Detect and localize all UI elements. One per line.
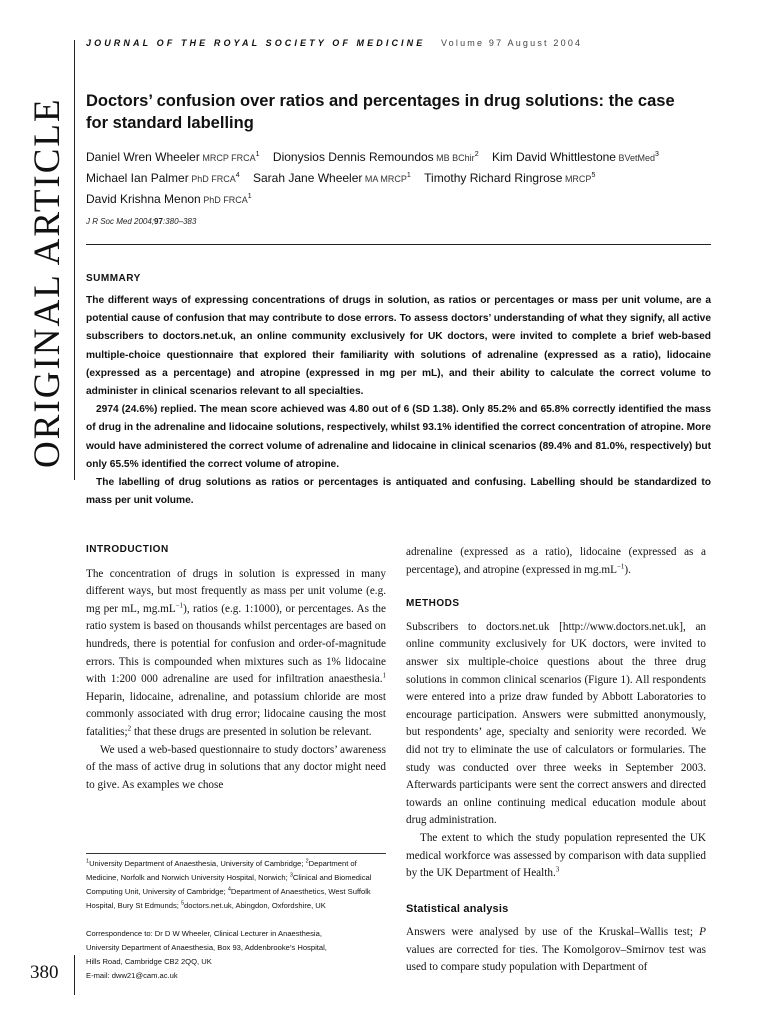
correspondence-footnote xyxy=(86,927,386,983)
affiliations-footnote: $^1$University Department of Anaesthesia, University of Cambridge; $^2$Department of Medicine, Norfolk and Norwich University Hospital, Norwich; $^3$Clinical and Biomedical Computing Unit, University of Cambridge; $^4$Department of Anaesthetics, West Suffolk Hospital, Bury St Edmunds; $^5$doctors.net.uk, Abingdon, Oxfordshire, UK xyxy=(86,858,372,910)
correspondence-line: E-mail: dww21@cam.ac.uk xyxy=(86,971,178,980)
right-column xyxy=(406,544,706,977)
summary-heading: SUMMARY xyxy=(86,273,141,284)
intro-continued: adrenaline (expressed as a ratio), lidocaine (expressed as a percentage), and atropine (expressed in $mg.mL^{-1}$). xyxy=(406,546,706,576)
author-degree: PhD FRCA xyxy=(200,195,248,205)
author: David Krishna Menon PhD FRCA$^1$ xyxy=(86,192,252,206)
author-list xyxy=(86,146,726,209)
author-degree: BVetMed xyxy=(615,153,656,163)
author: Timothy Richard Ringrose MRCP$^5$ xyxy=(424,171,596,185)
author-degree: MB BChir xyxy=(433,153,475,163)
author: Sarah Jane Wheeler MA MRCP$^1$ xyxy=(252,171,411,185)
title-divider xyxy=(86,244,711,245)
issue-info: Volume 97 August 2004 xyxy=(440,38,583,48)
running-header xyxy=(86,38,582,48)
margin-rule-top xyxy=(74,40,75,480)
correspondence-line: Correspondence to: Dr D W Wheeler, Clinical Lecturer in Anaesthesia, xyxy=(86,929,322,938)
author-name: Dionysios Dennis Remoundos xyxy=(272,150,434,164)
methods-paragraph: The extent to which the study population represented the UK medical workforce was assessed by comparison with data supplied by the UK Department of Health.$^3$ xyxy=(406,831,706,880)
author-degree: MRCP FRCA xyxy=(199,153,256,163)
journal-name: JOURNAL OF THE ROYAL SOCIETY OF MEDICINE xyxy=(86,38,426,48)
author: Dionysios Dennis Remoundos MB BChir$^2$ xyxy=(272,150,479,164)
correspondence-line: Hills Road, Cambridge CB2 2QQ, UK xyxy=(86,957,212,966)
stats-paragraph: Answers were analysed by use of the Kruskal–Wallis test; P values are corrected for ties. The Komolgorov–Smirnov test was used to compare study population with Department of xyxy=(406,926,706,974)
author: Kim David Whittlestone BVetMed$^3$ xyxy=(491,150,659,164)
intro-paragraph: The concentration of drugs in solution is expressed in many different ways, but most frequently as mass per unit volume (e.g. mg per mL, $mg.mL^{-1}$), ratios (e.g. 1:1000), or percentages. As the ratio system is based on thousands whilst percentages are based on hundreds, there is potential for confusion and order-of-magnitude errors. This is compounded when mixtures such as 1% lidocaine with 1:200 000 adrenaline are used for infiltration anaesthesia.$^1$ Heparin, lidocaine, adrenaline, and potassium chloride are most commonly associated with drug error; lidocaine causing the most fatalities;$^2$ that these drugs are presented in solution be relevant. xyxy=(86,567,386,738)
author-name: David Krishna Menon xyxy=(86,192,201,206)
summary-paragraph: 2974 (24.6%) replied. The mean score achieved was 4.80 out of 6 (SD 1.38). Only 85.2% and 65.8% correctly identified the mass of drug in the adrenaline and lidocaine solutions, respectively, whilst 93.1% identified the correct concentration of atropine. More would have administered the correct volume of adrenaline and lidocaine in clinical scenarios (89.4% and 81.0%, respectively) but only 65.5% identified the correct volume of atropine. xyxy=(86,404,711,470)
page-number: 380 xyxy=(30,962,59,983)
summary-abstract xyxy=(86,292,711,510)
correspondence-line: University Department of Anaesthesia, Box 93, Addenbrooke’s Hospital, xyxy=(86,943,327,952)
summary-paragraph: The labelling of drug solutions as ratios or percentages is antiquated and confusing. Labelling should be standardized to mass per unit volume. xyxy=(86,477,711,507)
author-name: Michael Ian Palmer xyxy=(86,171,189,185)
statistical-analysis-heading: Statistical analysis xyxy=(406,902,509,915)
citation: J R Soc Med 2004;97:380–383 xyxy=(86,217,197,226)
author-name: Sarah Jane Wheeler xyxy=(252,171,363,185)
summary-paragraph: The different ways of expressing concentrations of drugs in solution, as ratios or percentages or mass per unit volume, are a potential cause of confusion that may contribute to dose errors. To assess doctors’ understanding of what they signify, all active subscribers to doctors.net.uk, an online community exclusively for UK doctors, were invited to complete a brief web-based multiple-choice questionnaire that explored their familiarity with solutions of adrenaline (expressed as a ratio), lidocaine (expressed as a percentage) and atropine (expressed in mg per mL), and their ability to calculate the correct volume to administer in clinical scenarios relevant to all specialties. xyxy=(86,295,711,398)
left-column xyxy=(86,541,386,794)
author-degree: MA MRCP xyxy=(362,174,407,184)
article-title: Doctors’ confusion over ratios and percentages in drug solutions: the case for standard labelling xyxy=(86,92,675,132)
methods-paragraph: Subscribers to doctors.net.uk [http://www.doctors.net.uk], an online community exclusively for UK doctors, were invited to answer six multiple-choice questions about the three drug solutions in common clinical scenarios (Figure 1). All respondents were entered into a prize draw funded by Abbott Laboratories to encourage participation. Answers were submitted anonymously, but respondents’ age, specialty and seniority were recorded. We did not try to eliminate the use of calculators or formularies. The study was conducted over three weeks in September 2003. Afterwards participants were sent the correct answers and directed towards an online continuing medical education module about drug administration. xyxy=(406,620,706,827)
author-name: Daniel Wren Wheeler xyxy=(86,150,200,164)
author: Michael Ian Palmer PhD FRCA$^4$ xyxy=(86,171,240,185)
author-degree: MRCP xyxy=(562,174,592,184)
author-name: Kim David Whittlestone xyxy=(491,150,616,164)
author-degree: PhD FRCA xyxy=(188,174,236,184)
author-name: Timothy Richard Ringrose xyxy=(424,171,563,185)
author: Daniel Wren Wheeler MRCP FRCA$^1$ xyxy=(86,150,260,164)
intro-paragraph: We used a web-based questionnaire to study doctors’ awareness of the mass of active drug in solutions that any doctor might need to give. As examples we chose xyxy=(86,743,386,791)
footnote-divider xyxy=(86,853,386,854)
article-type-label: ORIGINAL ARTICLE xyxy=(27,97,68,468)
introduction-heading: INTRODUCTION xyxy=(86,544,169,555)
margin-rule-bottom xyxy=(74,955,75,995)
methods-heading: METHODS xyxy=(406,598,460,610)
